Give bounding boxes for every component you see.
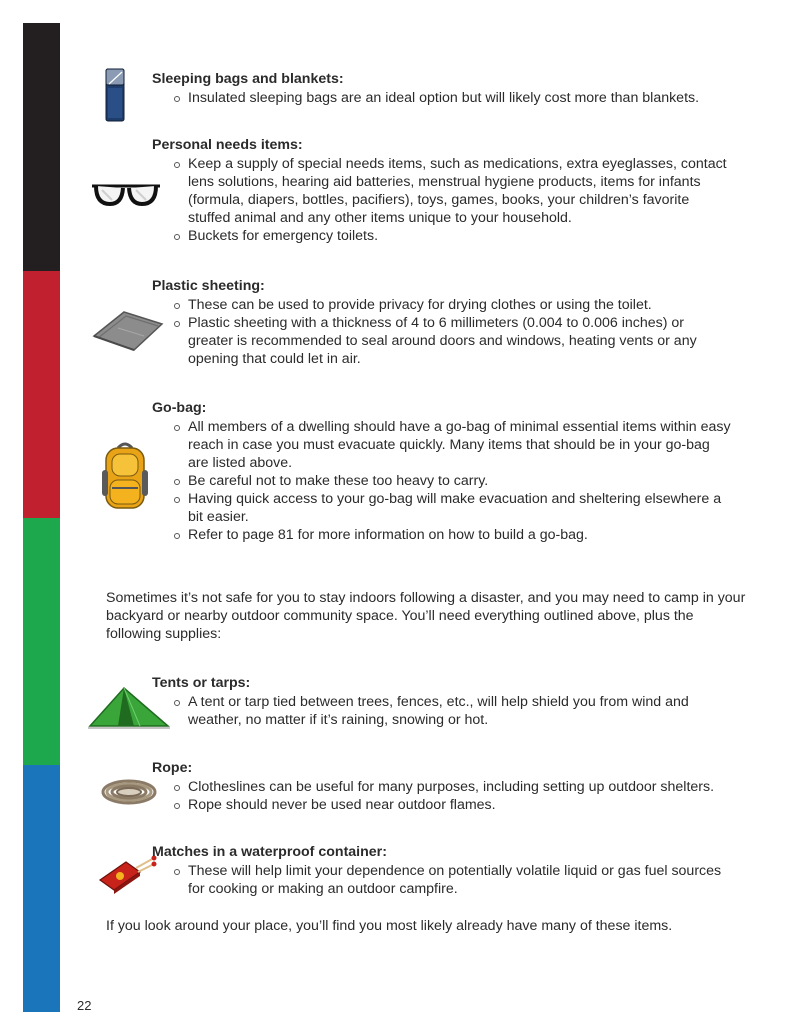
list-item: A tent or tarp tied between trees, fences, etc., will help shield you from wind and weather, no matter if it’s raining, snowing or hot. [174,693,732,729]
section-gobag [152,399,732,544]
item-list [152,862,732,898]
list-item: Insulated sleeping bags are an ideal option but will likely cost more than blankets. [174,89,732,107]
item-list [152,693,732,729]
section-title: Tents or tarps: [152,675,251,691]
rope-icon [100,776,158,808]
section-tents [152,674,732,729]
intro-paragraph: Sometimes it’s not safe for you to stay indoors following a disaster, and you may need to camp in your backyard or nearby outdoor community space. You’ll need everything outlined above, plus the following supplies: [106,590,746,642]
matchbox-icon [96,854,158,894]
list-item: These can be used to provide privacy for drying clothes or using the toilet. [174,296,732,314]
stripe-blue [23,765,60,1012]
list-item: These will help limit your dependence on potentially volatile liquid or gas fuel sources for cooking or making an outdoor campfire. [174,862,732,898]
section-personal [152,136,732,245]
list-item: Buckets for emergency toilets. [174,227,732,245]
section-title: Personal needs items: [152,137,303,153]
section-title: Go-bag: [152,400,207,416]
stripe-black [23,23,60,271]
list-item: Rope should never be used near outdoor flames. [174,796,732,814]
item-list [152,296,732,368]
stripe-green [23,518,60,765]
section-title: Matches in a waterproof container: [152,844,387,860]
item-list [152,89,732,107]
stripe-red [23,271,60,518]
list-item: Keep a supply of special needs items, such as medications, extra eyeglasses, contact lens solutions, hearing aid batteries, menstrual hygiene products, items for infants (formula, diapers, bottles, pacifiers), toys, games, books, your children’s favorite stuffed animal and any other items unique to your household. [174,155,732,227]
section-title: Sleeping bags and blankets: [152,71,344,87]
section-rope [152,759,732,814]
list-item: Having quick access to your go-bag will make evacuation and sheltering elsewhere a bit easier. [174,490,732,526]
list-item: All members of a dwelling should have a go-bag of minimal essential items within easy reach in case you must evacuate quickly. Many items that should be in your go-bag are listed above. [174,418,732,472]
backpack-icon [100,440,150,512]
sleeping-bag-icon [100,66,130,126]
item-list [152,155,732,245]
section-title: Plastic sheeting: [152,278,265,294]
section-matches [152,843,732,898]
section-sleeping [152,70,732,107]
page-number: 22 [77,998,92,1013]
list-item: Clotheslines can be useful for many purposes, including setting up outdoor shelters. [174,778,732,796]
list-item: Be careful not to make these too heavy to carry. [174,472,732,490]
section-title: Rope: [152,760,193,776]
item-list [152,778,732,814]
item-list [152,418,732,544]
section-plastic [152,277,732,368]
closing-paragraph: If you look around your place, you’ll find you most likely already have many of these items. [106,918,673,934]
list-item: Plastic sheeting with a thickness of 4 to 6 millimeters (0.004 to 0.006 inches) or greater is recommended to seal around doors and windows, heating vents or any opening that could let in air. [174,314,732,368]
list-item: Refer to page 81 for more information on how to build a go-bag. [174,526,732,544]
